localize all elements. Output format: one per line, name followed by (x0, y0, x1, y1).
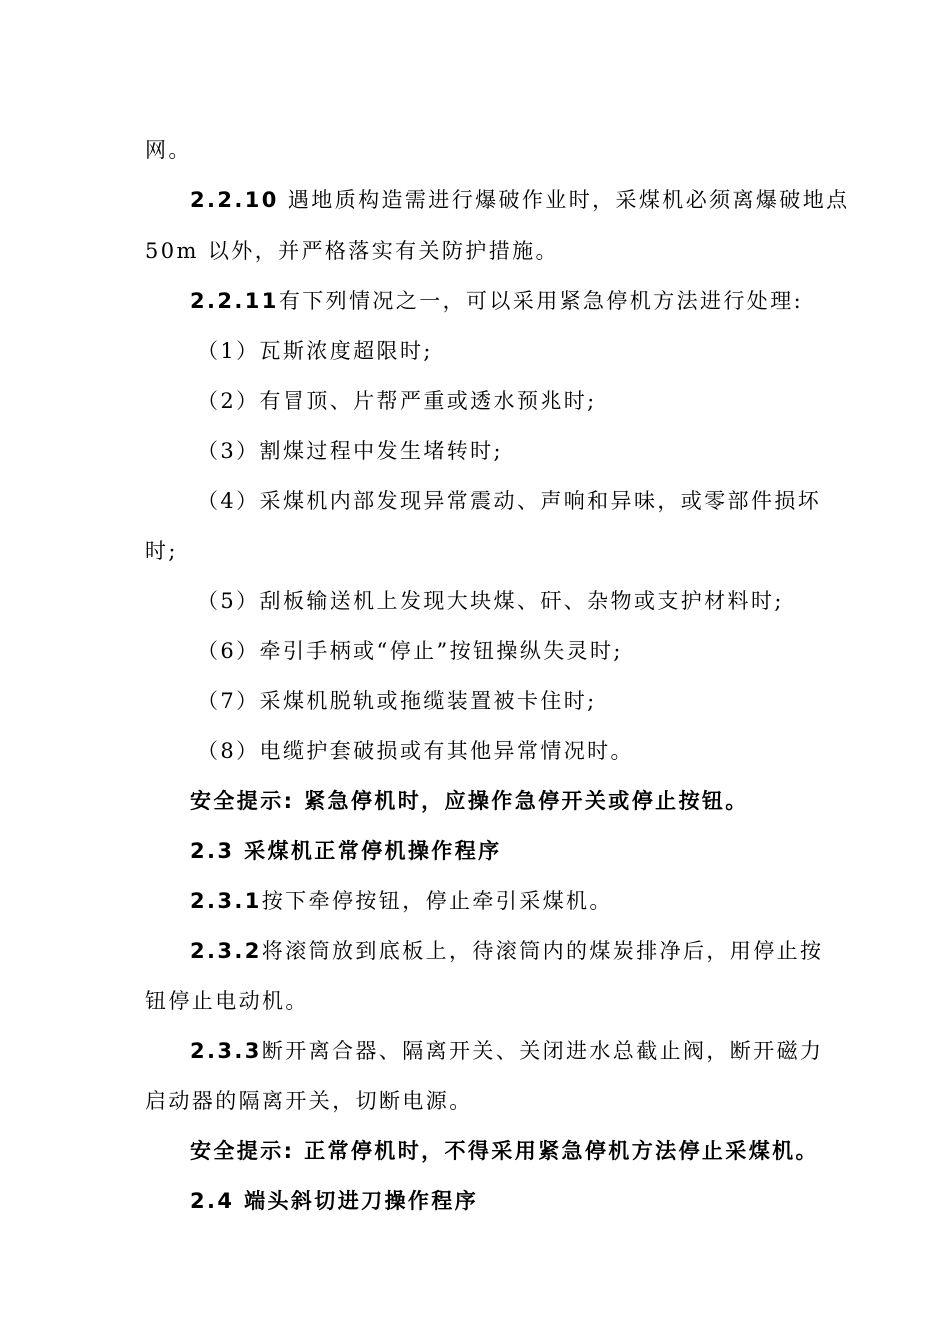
paragraph-line: 2.2.11有下列情况之一，可以采用紧急停机方法进行处理: (190, 289, 804, 313)
safety-tip: 安全提示: 紧急停机时，应操作急停开关或停止按钮。 (190, 789, 749, 813)
section-number: 2.3.1 (190, 889, 262, 913)
paragraph-line: 时; (145, 539, 178, 563)
section-number: 2.3.3 (190, 1039, 262, 1063)
section-heading: 2.4 端头斜切进刀操作程序 (190, 1189, 479, 1213)
safety-tip: 安全提示: 正常停机时，不得采用紧急停机方法停止采煤机。 (190, 1139, 819, 1163)
paragraph-line: 2.3.1按下牵停按钮，停止牵引采煤机。 (190, 889, 613, 913)
paragraph-line: 2.3.3断开离合器、隔离开关、关闭进水总截止阀，断开磁力 (190, 1039, 824, 1063)
list-item: （1）瓦斯浓度超限时; (197, 339, 433, 363)
list-item: （7）采煤机脱轨或拖缆装置被卡住时; (197, 689, 597, 713)
list-item: （5）刮板输送机上发现大块煤、矸、杂物或支护材料时; (197, 589, 784, 613)
paragraph-line: 启动器的隔离开关，切断电源。 (145, 1089, 473, 1113)
paragraph-line: 50m 以外，并严格落实有关防护措施。 (145, 239, 559, 263)
section-number: 2.3.2 (190, 939, 262, 963)
paragraph-line: 2.2.10 遇地质构造需进行爆破作业时，采煤机必须离爆破地点 (190, 188, 850, 212)
paragraph-line: 钮停止电动机。 (145, 989, 309, 1013)
list-item: （4）采煤机内部发现异常震动、声响和异味，或零部件损坏 (197, 489, 822, 513)
section-heading: 2.3 采煤机正常停机操作程序 (190, 839, 502, 863)
list-item: （2）有冒顶、片帮严重或透水预兆时; (197, 389, 597, 413)
section-number: 2.2.11 (190, 289, 279, 313)
paragraph-line: 网。 (145, 138, 192, 162)
paragraph-line: 2.3.2将滚筒放到底板上，待滚筒内的煤炭排净后，用停止按 (190, 939, 824, 963)
list-item: （6）牵引手柄或“停止”按钮操纵失灵时; (197, 639, 623, 663)
section-number: 2.2.10 (190, 188, 279, 212)
list-item: （8）电缆护套破损或有其他异常情况时。 (197, 739, 634, 763)
list-item: （3）割煤过程中发生堵转时; (197, 439, 504, 463)
